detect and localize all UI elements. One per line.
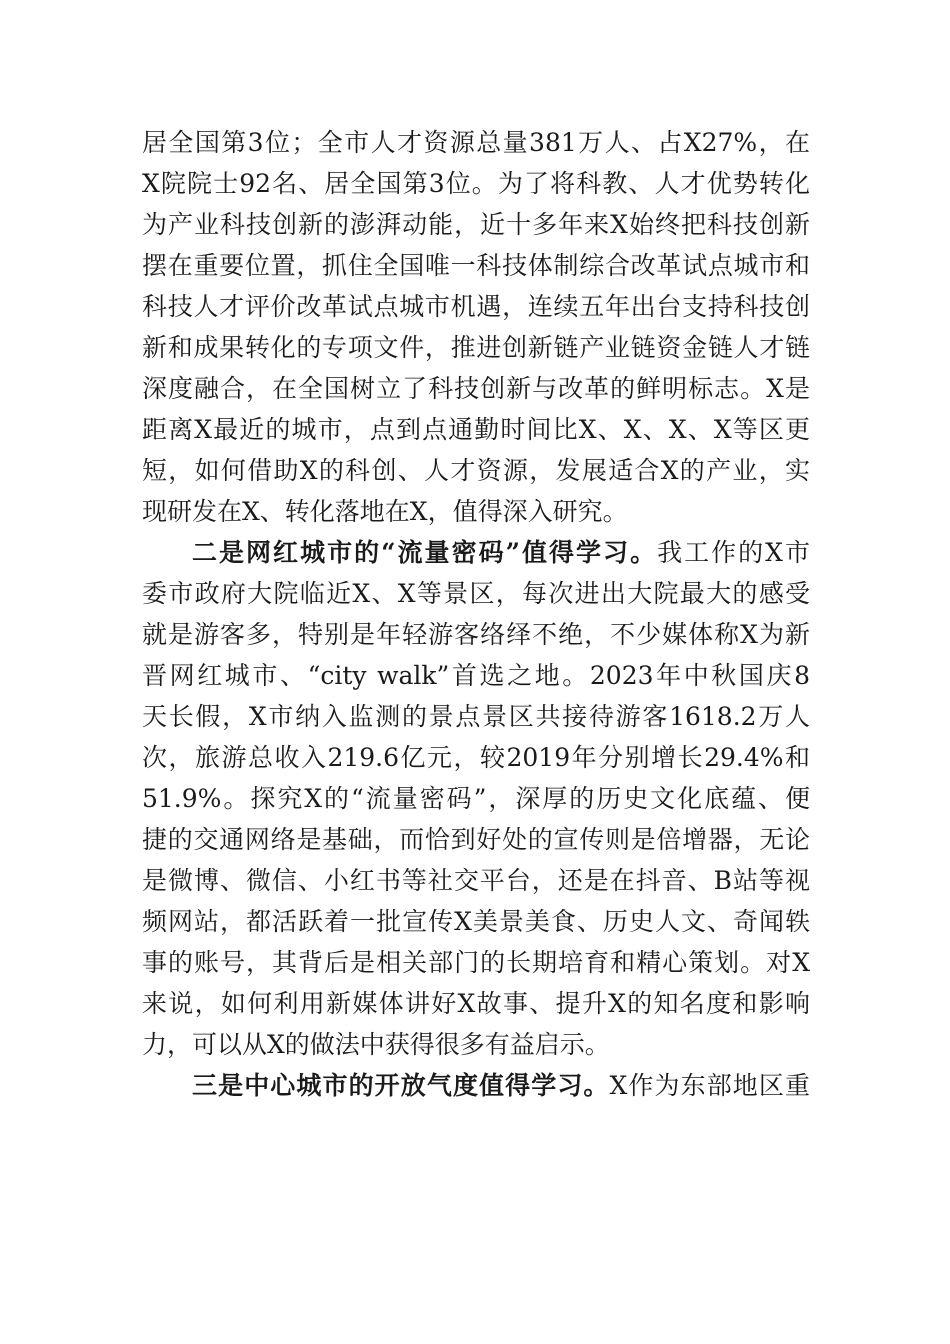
paragraph3-first-line xyxy=(142,1065,810,1106)
paragraph1-line: 短，如何借助X的科创、人才资源，发展适合X的产业，实 xyxy=(142,456,810,485)
body-text xyxy=(142,122,810,1106)
paragraph1-line: 科技人才评价改革试点城市机遇，连续五年出台支持科技创 xyxy=(142,292,810,321)
paragraph1-line: X院院士92名、居全国第3位。为了将科教、人才优势转化 xyxy=(142,169,810,198)
paragraph1-line: 为产业科技创新的澎湃动能，近十多年来X始终把科技创新 xyxy=(142,210,810,239)
paragraph2-line: 捷的交通网络是基础，而恰到好处的宣传则是倍增器，无论 xyxy=(142,825,810,854)
paragraph2-first-line-rest: 我工作的X市 xyxy=(657,538,810,567)
paragraph2-line: 委市政府大院临近X、X等景区，每次进出大院最大的感受 xyxy=(142,579,810,608)
paragraph2-line: 力，可以从X的做法中获得很多有益启示。 xyxy=(142,1030,610,1059)
paragraph1-line: 距离X最近的城市，点到点通勤时间比X、X、X、X等区更 xyxy=(142,415,810,444)
paragraph1-line: 新和成果转化的专项文件，推进创新链产业链资金链人才链 xyxy=(142,333,810,362)
paragraph2-first-line xyxy=(142,532,810,573)
paragraph2-line: 次，旅游总收入219.6亿元，较2019年分别增长29.4%和 xyxy=(142,743,810,772)
paragraph2-line: 频网站，都活跃着一批宣传X美景美食、历史人文、奇闻轶 xyxy=(142,907,810,936)
paragraph2-line: 晋网红城市、“city walk”首选之地。2023年中秋国庆8 xyxy=(142,661,810,690)
paragraph2-line: 51.9%。探究X的“流量密码”，深厚的历史文化底蕴、便 xyxy=(142,784,810,813)
paragraph2-line: 来说，如何利用新媒体讲好X故事、提升X的知名度和影响 xyxy=(142,989,810,1018)
paragraph1-line: 摆在重要位置，抓住全国唯一科技体制综合改革试点城市和 xyxy=(142,251,810,280)
paragraph1-line: 现研发在X、转化落地在X，值得深入研究。 xyxy=(142,497,628,526)
paragraph2-line: 就是游客多，特别是年轻游客络绎不绝，不少媒体称X为新 xyxy=(142,620,810,649)
paragraph3-first-line-rest: X作为东部地区重 xyxy=(609,1071,810,1100)
paragraph2-line: 是微博、微信、小红书等社交平台，还是在抖音、B站等视 xyxy=(142,866,810,895)
paragraph2-heading: 二是网红城市的“流量密码”值得学习。 xyxy=(192,538,658,567)
paragraph3-heading: 三是中心城市的开放气度值得学习。 xyxy=(192,1071,610,1100)
paragraph2-line: 事的账号，其背后是相关部门的长期培育和精心策划。对X xyxy=(142,948,810,977)
paragraph2-line: 天长假，X市纳入监测的景点景区共接待游客1618.2万人 xyxy=(142,702,810,731)
paragraph1-line: 居全国第3位；全市人才资源总量381万人、占X27%，在 xyxy=(142,128,810,157)
paragraph1-line: 深度融合，在全国树立了科技创新与改革的鲜明标志。X是 xyxy=(142,374,810,403)
